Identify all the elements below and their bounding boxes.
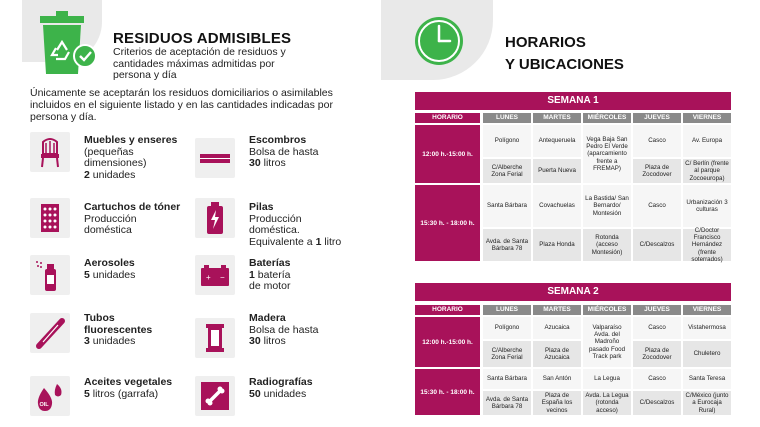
item-furniture: Muebles y enseres (pequeñas dimensiones) 2 unidades xyxy=(84,134,178,181)
location-cell: Casco xyxy=(633,125,681,157)
address-cell: Rotonda (acceso Montesión) xyxy=(583,229,631,261)
address-cell: C/Alberche Zona Ferial xyxy=(483,159,531,183)
location-cell: Casco xyxy=(633,369,681,389)
column-header: LUNES xyxy=(483,305,531,315)
item-aerosols: Aerosoles 5 unidades xyxy=(84,257,136,281)
address-cell: C/Alberche Zona Ferial xyxy=(483,341,531,367)
column-header: HORARIO xyxy=(415,305,480,315)
location-cell: Antequeruela xyxy=(533,125,581,157)
item-car-batteries: Baterías 1 batería de motor xyxy=(249,257,291,292)
chair-icon xyxy=(30,132,70,172)
column-header: LUNES xyxy=(483,113,531,123)
xray-icon xyxy=(195,376,235,416)
column-header: HORARIO xyxy=(415,113,480,123)
address-cell: C/México (junto a Eurocaja Rural) xyxy=(683,391,731,415)
column-header: MARTES xyxy=(533,305,581,315)
subtitle-left: Criterios de aceptación de residuos y cantidades máximas admitidas por persona y día xyxy=(113,46,286,81)
address-cell: C/ Berlín (frente al parque Zocoeuropa) xyxy=(683,159,731,183)
address-cell: C/Doctor Francisco Hernández (frente soterrados) xyxy=(683,229,731,261)
item-toner: Cartuchos de tóner Producción doméstica xyxy=(84,201,181,236)
column-header: VIERNES xyxy=(683,305,731,315)
location-cell: Azucaica xyxy=(533,317,581,339)
location-cell: Casco xyxy=(633,317,681,339)
recycle-bin-icon xyxy=(38,10,98,76)
address-cell: Chuletero xyxy=(683,341,731,367)
wood-icon xyxy=(195,318,235,358)
page-title-right: HORARIOS Y UBICACIONES xyxy=(505,34,624,73)
toner-icon xyxy=(30,198,70,238)
location-cell: Vega Baja San Pedro El Verde (aparcamiento frente a FREMAP) xyxy=(583,125,631,183)
location-cell: Polígono xyxy=(483,125,531,157)
column-header: JUEVES xyxy=(633,113,681,123)
item-vegetable-oils: Aceites vegetales 5 litros (garrafa) xyxy=(84,376,173,400)
location-cell: Urbanización 3 culturas xyxy=(683,185,731,227)
spray-icon xyxy=(30,255,70,295)
oil-label: OIL xyxy=(39,402,49,408)
svg-text:+: + xyxy=(206,273,211,282)
car-battery-icon xyxy=(195,255,235,295)
intro-text: Únicamente se aceptarán los residuos domiciliarios o asimilables incluidos en el siguiente listado y en las cantidades indicadas por persona y día. xyxy=(30,87,333,123)
location-cell: Casco xyxy=(633,185,681,227)
address-cell: Avda. La Legua (rotonda acceso) xyxy=(583,391,631,415)
item-xrays: Radiografías 50 unidades xyxy=(249,376,313,400)
time-slot: 15:30 h. - 18:00 h. xyxy=(415,369,480,415)
address-cell: Plaza de Azucaica xyxy=(533,341,581,367)
tube-icon xyxy=(30,313,70,353)
schedule-week-2 xyxy=(415,305,731,415)
clock-icon xyxy=(412,14,466,68)
location-cell: Polígono xyxy=(483,317,531,339)
item-batteries: Pilas Producción doméstica. Equivalente a 1 litro xyxy=(249,201,342,248)
week-1-label: SEMANA 1 xyxy=(415,92,731,110)
svg-text:−: − xyxy=(220,273,225,282)
address-cell: Plaza Honda xyxy=(533,229,581,261)
item-wood: Madera Bolsa de hasta 30 litros xyxy=(249,312,319,347)
address-cell: Avda. de Santa Bárbara 78 xyxy=(483,229,531,261)
location-cell: Santa Teresa xyxy=(683,369,731,389)
location-cell: Santa Bárbara xyxy=(483,369,531,389)
column-header: MIÉRCOLES xyxy=(583,113,631,123)
column-header: MIÉRCOLES xyxy=(583,305,631,315)
item-rubble: Escombros Bolsa de hasta 30 litros xyxy=(249,134,319,169)
oil-icon xyxy=(30,376,70,416)
column-header: JUEVES xyxy=(633,305,681,315)
address-cell: Plaza de Zocodover xyxy=(633,159,681,183)
location-cell: Santa Bárbara xyxy=(483,185,531,227)
address-cell: C/Descalzos xyxy=(633,391,681,415)
time-slot: 12:00 h.-15:00 h. xyxy=(415,317,480,367)
schedule-week-1 xyxy=(415,113,731,261)
column-header: MARTES xyxy=(533,113,581,123)
location-cell: San Antón xyxy=(533,369,581,389)
time-slot: 12:00 h.-15:00 h. xyxy=(415,125,480,183)
week-2-label: SEMANA 2 xyxy=(415,283,731,301)
address-cell: Avda. de Santa Bárbara 78 xyxy=(483,391,531,415)
address-cell: Plaza de España los vecinos xyxy=(533,391,581,415)
location-cell: Vistahermosa xyxy=(683,317,731,339)
location-cell: La Bastida/ San Bernardo/ Montesión xyxy=(583,185,631,227)
column-header: VIERNES xyxy=(683,113,731,123)
location-cell: Covachuelas xyxy=(533,185,581,227)
location-cell: La Legua xyxy=(583,369,631,389)
time-slot: 15:30 h. - 18:00 h. xyxy=(415,185,480,261)
battery-icon xyxy=(195,198,235,238)
item-fluorescent-tubes: Tubos fluorescentes 3 unidades xyxy=(84,312,153,347)
page-title-left: RESIDUOS ADMISIBLES xyxy=(113,30,292,47)
location-cell: Av. Europa xyxy=(683,125,731,157)
address-cell: Puerta Nueva xyxy=(533,159,581,183)
address-cell: C/Descalzos xyxy=(633,229,681,261)
address-cell: Plaza de Zocodover xyxy=(633,341,681,367)
location-cell: Valparaíso Avda. del Madroño pasado Food Track park xyxy=(583,317,631,367)
brick-icon xyxy=(195,138,235,178)
